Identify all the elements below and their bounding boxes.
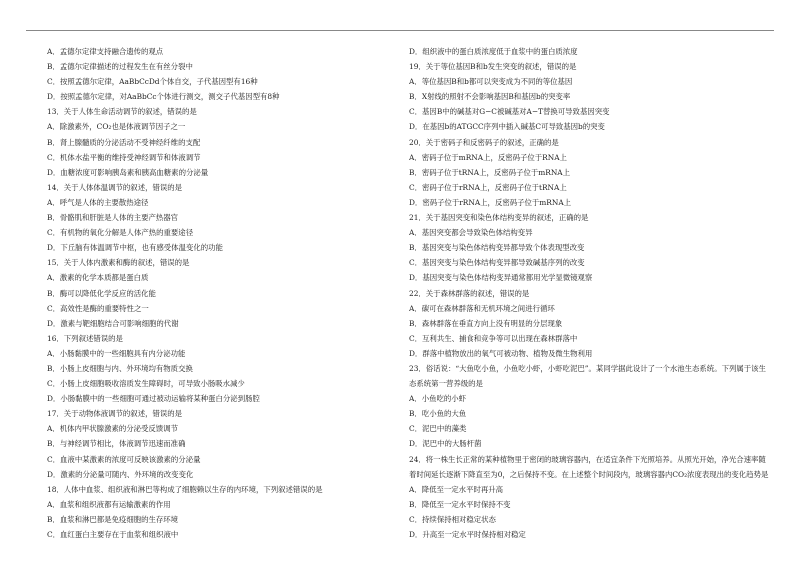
text-line: D．升高至一定水平时保持相对稳定 (409, 530, 526, 539)
text-line: A．等位基因B和b都可以突变成为不同的等位基因 (409, 77, 573, 87)
text-line: C．基因突变与染色体结构变异都导致碱基序列的改变 (409, 258, 585, 268)
text-line: D．基因突变与染色体结构变异通常都用光学显微镜观察 (409, 273, 593, 283)
text-line: B．肾上腺髓质的分泌活动不受神经纤维的支配 (47, 137, 201, 147)
text-line: B．密码子位于tRNA上，反密码子位于mRNA上 (409, 167, 571, 177)
right-column (409, 44, 771, 542)
text-line: 14．关于人体体温调节的叙述，错误的是 (47, 182, 183, 192)
text-line: 21．关于基因突变和染色体结构变异的叙述，正确的是 (409, 213, 589, 223)
text-line: B．X射线的照射不会影响基因B和基因b的突变率 (409, 92, 571, 102)
left-column (47, 44, 387, 542)
text-line: A．密码子位于mRNA上，反密码子位于RNA上 (409, 152, 567, 162)
text-line: C．持续保持相对稳定状态 (409, 514, 496, 524)
text-line: B．降低至一定水平时保持不变 (409, 499, 511, 509)
text-line: D．激素与靶细胞结合可影响细胞的代谢 (47, 318, 179, 328)
text-line: B．孟德尔定律描述的过程发生在有丝分裂中 (47, 62, 193, 72)
text-line: A．激素的化学本质都是蛋白质 (47, 273, 149, 283)
text-line: A．孟德尔定律支持融合遗传的观点 (47, 47, 164, 56)
text-line: D．在基因b的ATGCC序列中插入碱基C可导致基因b的突变 (409, 122, 605, 132)
text-line: D．泥巴中的大肠杆菌 (409, 439, 482, 449)
text-line: B．森林群落在垂直方向上没有明显的分层现象 (409, 318, 563, 328)
text-line: A．呼气是人体的主要散热途径 (47, 197, 149, 207)
text-line: D．血糖浓度可影响胰岛素和胰高血糖素的分泌量 (47, 167, 209, 177)
text-line: 13．关于人体生命活动调节的叙述，错误的是 (47, 107, 197, 117)
text-line: B．基因突变与染色体结构变异都导致个体表现型改变 (409, 243, 585, 253)
text-line: C．高效性是酶的重要特性之一 (47, 303, 149, 313)
text-line: C．血液中某激素的浓度可反映该激素的分泌量 (47, 454, 201, 464)
text-line: D．下丘脑有体温调节中枢，也有感受体温变化的功能 (47, 243, 223, 253)
text-line: A．血浆和组织液都有运输激素的作用 (47, 499, 171, 509)
text-line: C．血红蛋白主要存在于血浆和组织液中 (47, 530, 179, 539)
text-line: D．按照孟德尔定律，对AaBbCc个体进行测交，测交子代基因型有8种 (47, 92, 280, 102)
text-line: 态系统第一营养级的是 (409, 379, 483, 389)
text-line: B．吃小鱼的大鱼 (409, 409, 467, 419)
text-line: D．激素的分泌量可随内、外环境的改变变化 (47, 469, 194, 479)
text-line: 23．俗话说：“大鱼吃小鱼，小鱼吃小虾，小虾吃泥巴”。某同学据此设计了一个水池生态系统。下列属于该生 (409, 363, 766, 373)
text-line: B．骨骼肌和肝脏是人体的主要产热器官 (47, 213, 179, 223)
text-line: 17．关于动物体液调节的叙述，错误的是 (47, 409, 183, 419)
text-line: C．按照孟德尔定律，AaBbCcDd个体自交，子代基因型有16种 (47, 77, 258, 87)
text-line: C．互利共生、捕食和竞争等可以出现在森林群落中 (409, 333, 578, 343)
text-line: B．血浆和淋巴都是免疫细胞的生存环境 (47, 514, 179, 524)
text-line: 24．将一株生长正常的某种植物里于密闭的玻璃容器内，在适宜条件下光照培养。从照光开始，净光合速率随 (409, 454, 766, 464)
text-line: A．基因突变都会导致染色体结构变异 (409, 228, 533, 238)
text-line: 15．关于人体内激素和酶的叙述，错误的是 (47, 258, 190, 268)
text-line: 20．关于密码子和反密码子的叙述，正确的是 (409, 137, 559, 147)
text-line: B．酶可以降低化学反应的活化能 (47, 288, 156, 298)
text-line: A．降低至一定水平时再升高 (409, 484, 504, 494)
text-line: 16．下列叙述错误的是 (47, 333, 123, 343)
header-rule (26, 30, 774, 31)
text-line: B．小肠上皮细胞与内、外环境均有物质交换 (47, 363, 193, 373)
text-line: B．与神经调节相比，体液调节迅速而准确 (47, 439, 186, 449)
text-line: C．密码子位于rRNA上，反密码子位于tRNA上 (409, 182, 567, 192)
text-line: A．机体内甲状腺激素的分泌受反馈调节 (47, 424, 178, 434)
text-line: A．小肠黏膜中的一些细胞具有内分泌功能 (47, 348, 186, 358)
text-line: D．密码子位于rRNA上，反密码子位于mRNA上 (409, 197, 572, 207)
text-line: D．群落中植物放出的氧气可被动物、植物及微生物利用 (409, 348, 593, 358)
text-line: C．基因B中的碱基对G−C被碱基对A−T替换可导致基因突变 (409, 107, 610, 117)
text-line: C．泥巴中的藻类 (409, 424, 467, 434)
text-line: 19．关于等位基因B和b发生突变的叙述，错误的是 (409, 62, 577, 72)
text-line: A．除激素外，CO₂也是体液调节因子之一 (47, 122, 186, 132)
text-line: 18．人体中血浆、组织液和淋巴等构成了细胞赖以生存的内环境，下列叙述错误的是 (47, 484, 323, 494)
text-line: D．小肠黏膜中的一些细胞可通过被动运输将某种蛋白分泌到肠腔 (47, 394, 260, 404)
text-line: D．组织液中的蛋白质浓度低于血浆中的蛋白质浓度 (409, 47, 578, 56)
text-line: C．小肠上皮细胞吸收溶质发生障碍时，可导致小肠吸水减少 (47, 379, 245, 389)
text-line: A．碳可在森林群落和无机环境之间进行循环 (409, 303, 555, 313)
text-line: 22．关于森林群落的叙述，错误的是 (409, 288, 530, 298)
text-line: C．机体水盐平衡的维持受神经调节和体液调节 (47, 152, 201, 162)
text-line: A．小鱼吃的小虾 (409, 394, 467, 404)
text-line: C．有机物的氧化分解是人体产热的重要途径 (47, 228, 194, 238)
text-line: 着时间延长逐渐下降直至为0，之后保持不变。在上述整个时间段内，玻璃容器内CO₂浓度表现出的变化趋势是 (409, 469, 769, 479)
